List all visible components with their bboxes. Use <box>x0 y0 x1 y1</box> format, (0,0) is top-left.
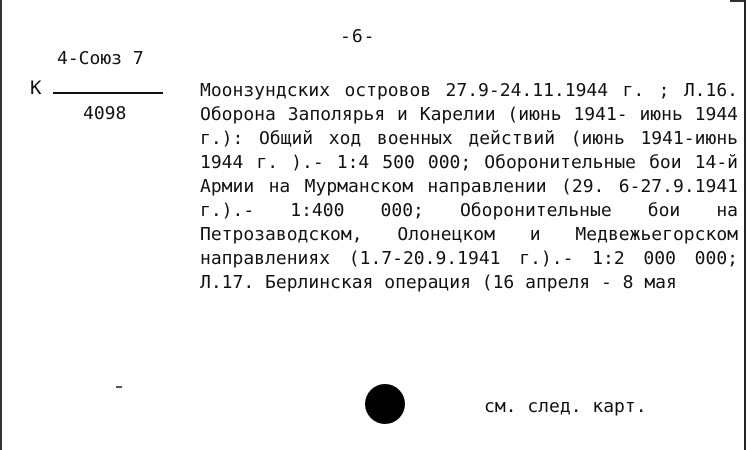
see-next-card-note: см. след. карт. <box>484 396 647 417</box>
page-number: -6- <box>340 26 376 47</box>
card-right-edge <box>744 0 746 450</box>
catalog-letter: К <box>30 77 42 99</box>
description-text: Моонзундских островов 27.9-24.11.1944 г. ; Л.16. Оборона Заполярья и Карелии (июнь 1941- июнь 1944 г.): Общий ход военных действий (июнь 1941-июнь 1944 г. ).- 1:4 500 000; Оборонительные бои 14-й Армии на Мурманском направлении (29. 6-27.9.1941 г.).- 1:400 000; Оборонительные бои на Петрозаводском, Олонецком и Медвежьегорском направлениях (1.7-20.9.1941 г.).- 1:2 000 000; Л.17. Берлинская операция (16 апреля - 8 мая <box>200 80 738 293</box>
card-left-edge <box>0 0 2 450</box>
hole-punch-icon <box>365 384 405 424</box>
fraction-divider <box>53 92 163 94</box>
inventory-number: 4098 <box>83 103 127 124</box>
card-top-right-mark <box>730 0 744 2</box>
scan-speck <box>116 386 122 388</box>
shelf-code: 4-Союз 7 <box>57 48 144 69</box>
